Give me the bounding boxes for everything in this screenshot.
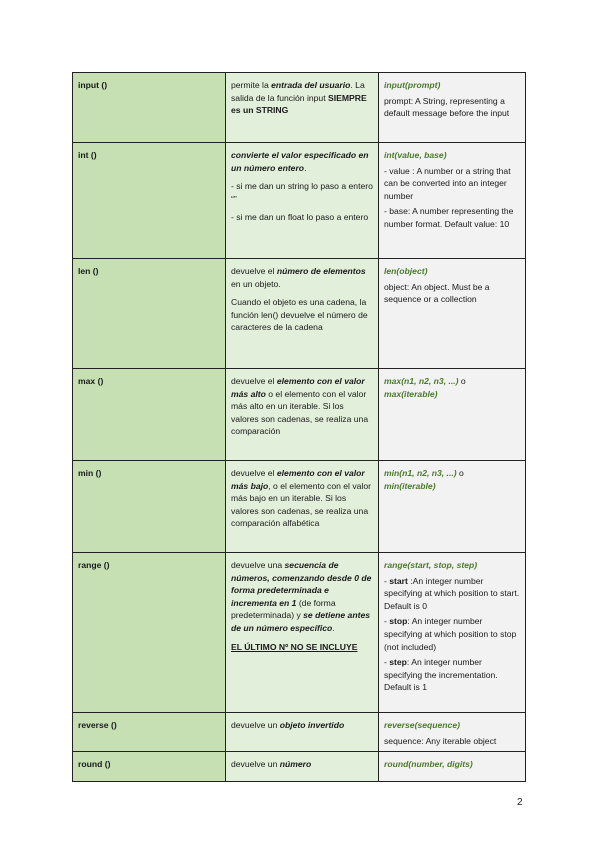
text-run: número: [279, 759, 312, 770]
table-row: [73, 553, 526, 713]
text-run: elemento con el valor más bajo: [231, 468, 365, 491]
text-run: -: [384, 657, 390, 668]
function-name-cell: [73, 752, 226, 782]
param-description: [384, 165, 520, 203]
param-description: [384, 575, 520, 613]
text-run: step: [389, 657, 407, 668]
function-signature: [384, 149, 520, 162]
signature-text: range(start, stop, step): [384, 560, 478, 570]
text-run: -: [384, 616, 390, 627]
function-description-cell: [226, 752, 379, 782]
description-paragraph: [231, 296, 373, 334]
signature-text: min(n1, n2, n3, ...): [384, 468, 457, 478]
signature-text: len(object): [384, 266, 428, 276]
description-paragraph: [231, 641, 373, 654]
text-run: se detiene antes de un número específico: [231, 610, 371, 633]
table-row: [73, 461, 526, 553]
function-description-cell: [226, 713, 379, 752]
function-syntax-cell: [379, 369, 526, 461]
signature-alt-text: max(iterable): [384, 388, 438, 399]
function-description-cell: [226, 73, 379, 143]
text-run: secuencia de números, comenzando desde 0 de forma predeterminada e incrementa en 1: [231, 560, 372, 608]
function-signature: [384, 559, 520, 572]
description-paragraph: [231, 79, 373, 117]
function-name-cell: [73, 143, 226, 259]
text-run: : An integer number specifying at which position to stop (not included): [384, 616, 517, 652]
function-description-cell: [226, 461, 379, 553]
function-description-cell: [226, 259, 379, 369]
params-list: [384, 95, 520, 120]
param-description: [384, 205, 520, 230]
function-signature: [384, 758, 520, 771]
function-name: min (): [78, 468, 102, 478]
description-paragraph: [231, 375, 373, 438]
description-paragraph: [231, 559, 373, 635]
function-syntax-cell: [379, 143, 526, 259]
text-run: convierte el valor especificado en un número entero: [231, 150, 369, 173]
text-run: objeto invertido: [279, 720, 345, 730]
table-row: [73, 713, 526, 752]
function-name: max (): [78, 376, 104, 386]
function-description-cell: [226, 553, 379, 713]
text-run: devuelve un: [231, 759, 280, 770]
params-list: [384, 735, 520, 748]
function-signature: [384, 467, 520, 492]
function-syntax-cell: [379, 73, 526, 143]
function-description-cell: [226, 369, 379, 461]
text-run: :An integer number specifying at which position to start. Default is 0: [384, 575, 520, 611]
text-run: número de elementos: [276, 266, 366, 276]
text-run: object: An object. Must be a sequence or a collection: [384, 281, 490, 305]
description-paragraph: [231, 758, 373, 771]
text-run: -: [384, 575, 390, 586]
description-paragraph: [231, 211, 373, 224]
function-syntax-cell: [379, 713, 526, 752]
text-run: prompt: A String, representing a default message before the input: [384, 95, 510, 119]
function-name: range (): [78, 560, 110, 570]
signature-text: max(n1, n2, n3, ...): [384, 376, 459, 386]
params-list: [384, 165, 520, 231]
function-syntax-cell: [379, 752, 526, 782]
page-number: 2: [517, 797, 523, 808]
params-list: [384, 575, 520, 694]
text-run: devuelve el: [231, 468, 277, 478]
function-signature: [384, 79, 520, 92]
function-name: round (): [78, 759, 111, 770]
function-name: int (): [78, 150, 97, 160]
param-description: [384, 95, 520, 120]
text-run: sequence: Any iterable object: [384, 735, 497, 746]
text-run: devuelve una: [231, 560, 285, 570]
text-run: permite la: [231, 80, 272, 90]
text-run: .: [304, 162, 307, 173]
text-run: en un objeto.: [231, 278, 281, 289]
text-run: - value : A number or a string that can be converted into an integer number: [384, 165, 511, 201]
param-description: [384, 281, 520, 306]
function-syntax-cell: [379, 461, 526, 553]
description-paragraph: [231, 149, 373, 174]
text-run: stop: [389, 616, 408, 627]
table-row: [73, 259, 526, 369]
function-name-cell: [73, 713, 226, 752]
text-run: devuelve un: [231, 720, 280, 730]
function-name: len (): [78, 266, 99, 276]
params-list: [384, 281, 520, 306]
signature-text: input(prompt): [384, 80, 441, 90]
signature-connector: o: [456, 468, 464, 478]
param-description: [384, 735, 520, 748]
description-paragraph: [231, 719, 373, 732]
description-paragraph: [231, 180, 373, 205]
function-syntax-cell: [379, 553, 526, 713]
description-paragraph: [231, 467, 373, 530]
text-run: entrada del usuario: [271, 80, 351, 90]
text-run: SIEMPRE es un STRING: [231, 92, 367, 116]
functions-table-body: [73, 73, 526, 782]
functions-table: [72, 72, 526, 782]
text-run: devuelve el: [231, 376, 277, 386]
text-run: elemento con el valor más alto: [231, 376, 365, 399]
param-description: [384, 656, 520, 694]
signature-connector: o: [458, 376, 466, 386]
table-row: [73, 369, 526, 461]
signature-text: round(number, digits): [384, 759, 473, 770]
text-run: : An integer number specifying the incrementation. Default is 1: [384, 657, 498, 693]
text-run: devuelve el: [231, 266, 277, 276]
function-signature: [384, 719, 520, 732]
function-name-cell: [73, 73, 226, 143]
text-run: o el elemento con el valor más alto en un iterable. Si los valores son cadenas, se realiza una comparación: [231, 388, 369, 437]
signature-text: int(value, base): [384, 150, 447, 160]
text-run: - base: A number representing the number format. Default value: 10: [384, 206, 514, 229]
function-name: input (): [78, 80, 108, 90]
function-name-cell: [73, 553, 226, 713]
text-run: start: [389, 575, 408, 586]
text-run: - si me dan un float lo paso a entero: [231, 212, 369, 223]
function-signature: [384, 265, 520, 278]
table-row: [73, 73, 526, 143]
function-name-cell: [73, 369, 226, 461]
function-description-cell: [226, 143, 379, 259]
text-run: (de forma predeterminada) y: [231, 597, 336, 621]
description-paragraph: [231, 265, 373, 290]
text-run: Cuando el objeto es una cadena, la función len() devuelve el número de caracteres de la cadena: [231, 297, 368, 333]
function-syntax-cell: [379, 259, 526, 369]
param-description: [384, 615, 520, 653]
function-name: reverse (): [78, 720, 117, 730]
function-name-cell: [73, 461, 226, 553]
function-name-cell: [73, 259, 226, 369]
signature-text: reverse(sequence): [384, 720, 460, 730]
text-run: EL ÚLTIMO Nº NO SE INCLUYE: [231, 641, 358, 652]
text-run: .: [332, 622, 335, 633]
signature-alt-text: min(iterable): [384, 480, 436, 491]
text-run: - si me dan un string lo paso a entero “”: [231, 181, 373, 204]
function-signature: [384, 375, 520, 400]
table-row: [73, 143, 526, 259]
table-row: [73, 752, 526, 782]
text-run: , o el elemento con el valor más bajo en un iterable. Si los valores son cadenas, se realiza una comparación alfabética: [231, 480, 371, 529]
text-run: . La salida de la función input: [231, 80, 365, 103]
